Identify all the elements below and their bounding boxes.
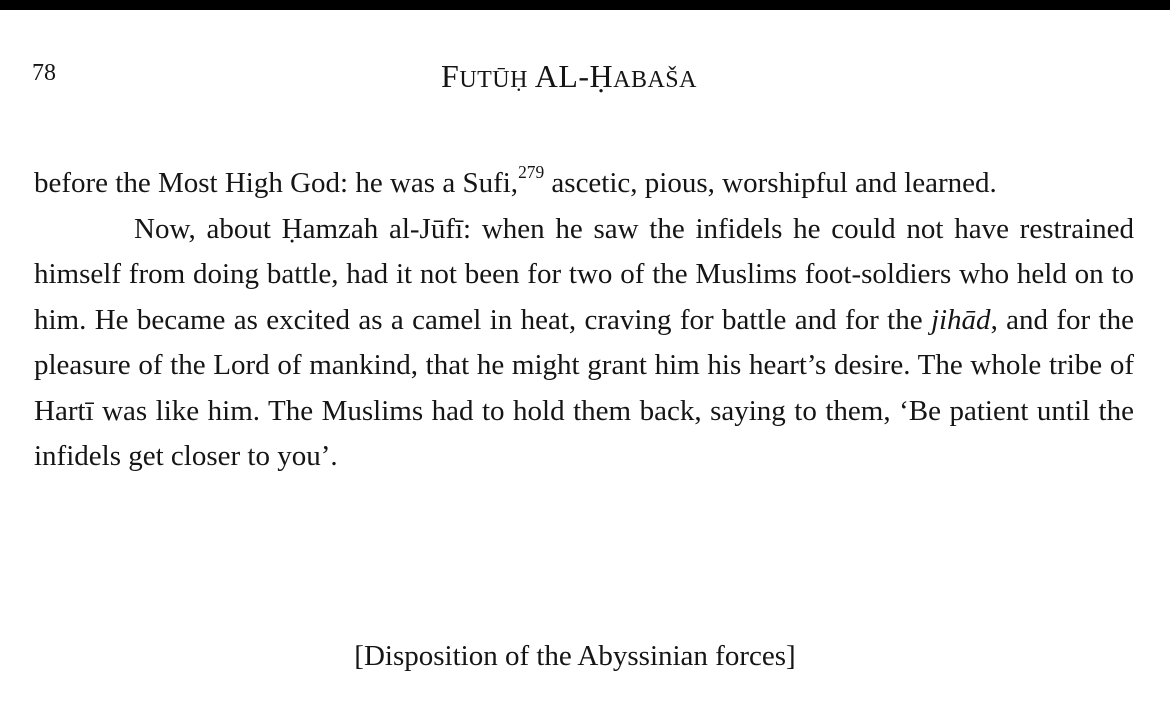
running-head xyxy=(0,56,1138,100)
running-head-smallcaps-2: ABAŠA xyxy=(613,67,697,93)
paragraph-2 xyxy=(34,207,1134,480)
page-number: 78 xyxy=(32,60,56,86)
paragraph-2-text: Now, about Ḥamzah al-Jūfī: when he saw the infidels he could not have restrained himself from doing battle, had it not been for two of the Muslims foot-soldiers who held on to him. He became as excited as a camel in heat, craving for battle and for the xyxy=(34,212,1134,336)
running-head-initial-2: AL-Ḥ xyxy=(534,58,614,94)
paragraph-2-text-continued: , and for the pleasure of the Lord of mankind, that he might grant him his heart’s desire. The whole tribe of Hartī was like him. The Muslims had to hold them back, saying to them, ‘Be patient until the infidels get closer to you’. xyxy=(34,303,1134,472)
section-heading: [Disposition of the Abyssinian forces] xyxy=(354,640,796,672)
paragraph-2-italic-term: jihād xyxy=(930,303,991,336)
top-border-bar xyxy=(0,0,1170,10)
running-head-initial-1: F xyxy=(441,58,460,94)
paragraph-1 xyxy=(34,161,1134,207)
paragraph-1-text-continued: ascetic, pious, worshipful and learned. xyxy=(544,167,997,199)
body-text xyxy=(34,161,1134,480)
footnote-reference: 279 xyxy=(518,162,545,183)
running-head-smallcaps-1: UTŪḤ xyxy=(459,67,528,93)
paragraph-1-text: before the Most High God: he was a Sufi, xyxy=(34,167,519,199)
running-head-space xyxy=(528,58,535,94)
